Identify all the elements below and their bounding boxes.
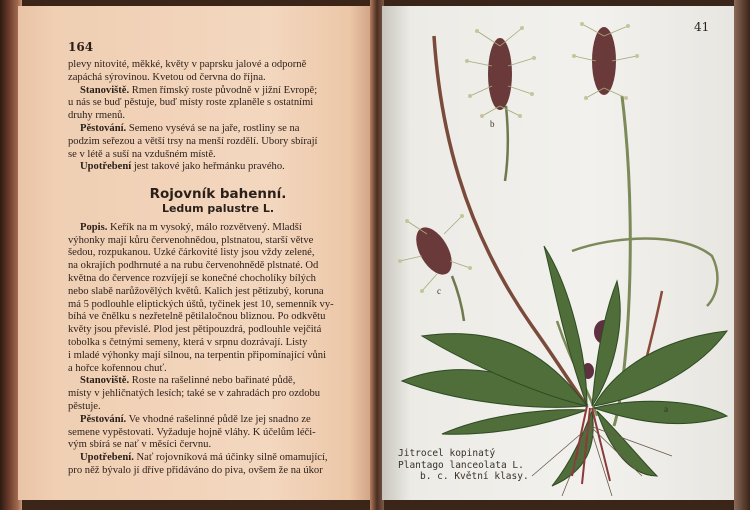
paragraph-stanoviste-2: Stanoviště. Roste na rašelinné nebo bařinaté půdě, (80, 375, 296, 387)
flower-spike-top (572, 22, 639, 100)
text-line: pro něž bývalo jí dříve přidáváno do piva, ovšem že na úkor (68, 464, 323, 476)
paragraph-stanoviste-1: Stanoviště. Rmen římský roste původně v jižní Evropě; (80, 84, 318, 96)
figure-label-b: b (490, 119, 495, 129)
figure-label-c: c (437, 286, 441, 296)
figure-label-a: a (664, 404, 668, 414)
text-line: tobolka s četnými semeny, která v srpnu dozrávají. Listy (68, 336, 308, 348)
text-line: květy jsou převislé. Plod jest pětipouzdrá, podlouhle vejčitá (68, 324, 322, 336)
flower-spike-c (398, 214, 472, 293)
text-line: u nás se buď pěstuje, buď místy roste zplaněle s ostatními (68, 97, 314, 109)
text-line: má 5 podlouhle eliptických úštů, tyčinek jest 10, semenník vy- (68, 298, 334, 310)
text-line: i mladé výhonky mají silnou, na terpentin připomínající vůni (68, 349, 327, 361)
paragraph-pestovani-1: Pěstování. Semeno vysévá se na jaře, rostliny se na (80, 122, 300, 134)
text-line: a hořce kořennou chuť. (68, 362, 167, 374)
text-line: se v létě a suší na vzdušném místě. (68, 148, 216, 160)
text-line: plevy nitovité, měkké, květy v paprsku jalové a odporně (68, 59, 307, 70)
text-line: vým sbírá se nať v měsíci červnu. (68, 439, 212, 451)
caption-line: Plantago lanceolata L. (398, 459, 524, 471)
text-line: místy v jehličnatých lesích; také se v zahradách pro ozdobu (68, 388, 321, 400)
text-line: výhonky mají kůru červenohnědou, plstnatou, starší větve (68, 234, 314, 246)
paragraph-pestovani-2: Pěstování. Ve vhodné rašelinné půdě lze jej snadno ze (80, 413, 311, 425)
text-line: na okrajích podhrnuté a na rubu červenohnědě plstnaté. Od (68, 260, 319, 272)
text-line: května do července rozvíjejí se konečné chocholíky bílých (68, 272, 316, 284)
plate-caption (398, 448, 529, 483)
book-edge-right (734, 0, 750, 510)
plantain-illustration (382, 6, 734, 500)
paragraph-upotrebeni-1: Upotřebení jest takové jako heřmánku pravého. (80, 161, 285, 173)
text-line: bíhá ve čnělku s nezřetelně pětilaločnou bliznou. Po odkvětu (68, 311, 326, 323)
text-line: šedou, rozpukanou. Úzké čárkovité listy jsou vždy zelené, (68, 247, 315, 259)
right-page-number: 41 (694, 20, 710, 34)
left-page-text (68, 59, 368, 478)
paragraph-upotrebeni-2: Upotřebení. Nať rojovníková má účinky silně omamující, (80, 452, 328, 464)
section-subtitle: Ledum palustre L. (161, 201, 275, 215)
caption-line: b. c. Květní klasy. (420, 471, 529, 482)
caption-line: Jitrocel kopinatý (398, 448, 496, 459)
text-line: pěstuje. (68, 400, 101, 412)
left-page-number: 164 (68, 40, 94, 54)
paragraph-popis: Popis. Keřík na m vysoký, málo rozvětvený. Mladší (80, 221, 302, 233)
flower-spike-b (465, 26, 536, 118)
text-line: semene vypěstovati. Vyžaduje hojně vláhy. K účelům léči- (68, 426, 316, 438)
text-line: zapáchá sýrovinou. Kvetou od června do října. (68, 71, 266, 83)
section-title: Rojovník bahenní. (149, 186, 287, 203)
text-line: druhy rmenů. (68, 110, 126, 122)
left-page (18, 6, 378, 500)
text-line: nebo slabě narůžovělých květů. Kalich jest pětizubý, koruna (68, 285, 324, 297)
text-line: podzim seřezou a větší trsy na menší rozdělí. Úbory sbírají (68, 135, 318, 147)
